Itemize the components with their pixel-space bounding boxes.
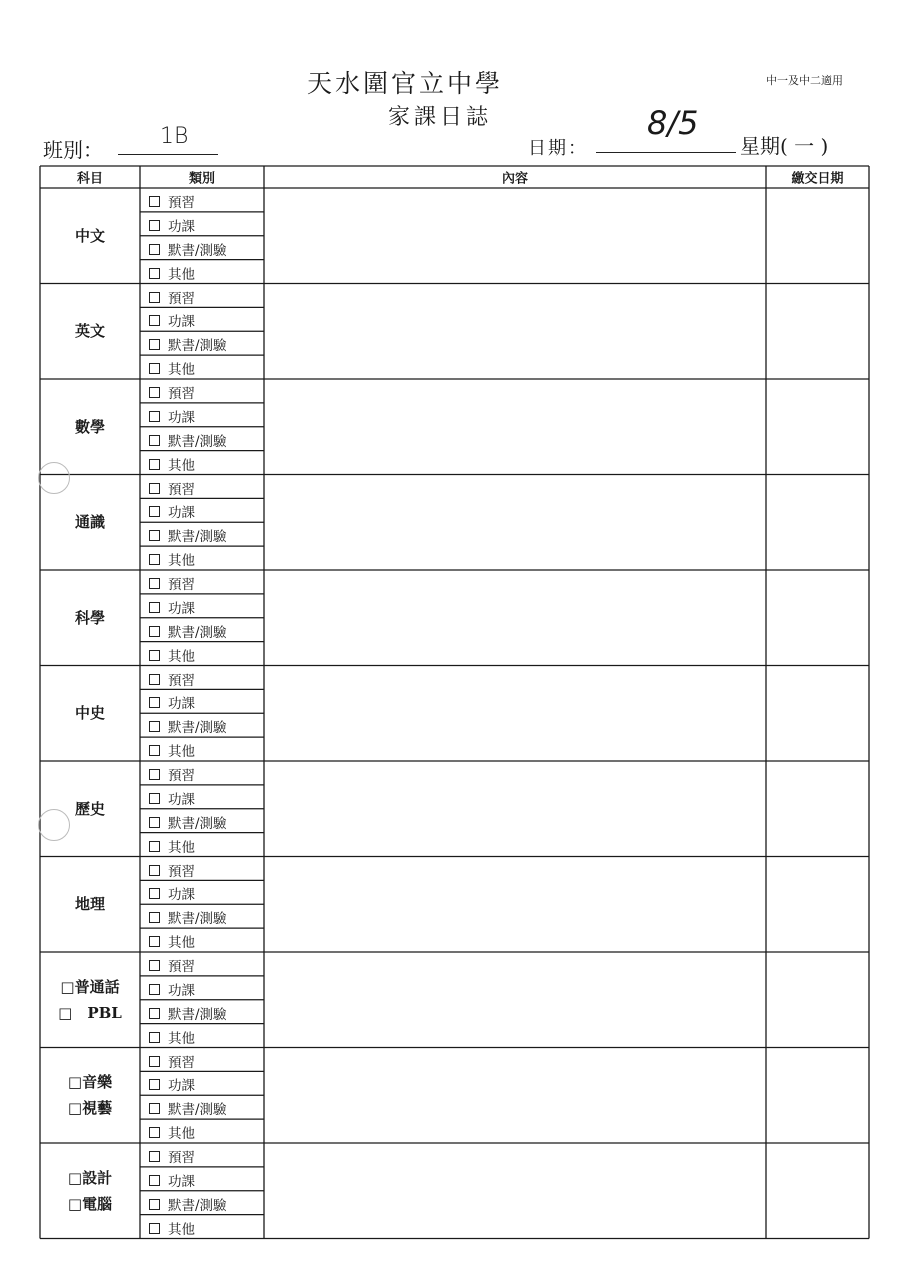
subject-label-line: □ PBL bbox=[58, 1003, 122, 1022]
category-option[interactable] bbox=[149, 573, 195, 593]
category-option[interactable] bbox=[149, 334, 227, 354]
checkbox-icon[interactable] bbox=[149, 220, 160, 231]
category-label: 預習 bbox=[168, 195, 195, 211]
category-option[interactable] bbox=[149, 406, 195, 426]
checkbox-icon[interactable] bbox=[149, 984, 160, 995]
checkbox-icon[interactable] bbox=[149, 578, 160, 589]
category-label: 預習 bbox=[168, 768, 195, 784]
column-header-category: 類別 bbox=[188, 171, 216, 187]
checkbox-icon[interactable] bbox=[149, 817, 160, 828]
checkbox-icon[interactable] bbox=[149, 435, 160, 446]
category-option[interactable] bbox=[149, 478, 195, 498]
class-value: 1B bbox=[160, 124, 189, 149]
subject-label-line: □設計 bbox=[67, 1168, 113, 1187]
category-label: 預習 bbox=[168, 577, 195, 593]
category-option[interactable] bbox=[149, 1003, 227, 1023]
category-label: 功課 bbox=[168, 600, 195, 617]
checkbox-icon[interactable] bbox=[149, 1056, 160, 1067]
category-label: 功課 bbox=[168, 1078, 195, 1095]
category-option[interactable] bbox=[149, 454, 195, 474]
column-header-due-date: 繳交日期 bbox=[791, 171, 844, 187]
category-option[interactable] bbox=[149, 1170, 195, 1190]
checkbox-icon[interactable] bbox=[149, 268, 160, 279]
punch-hole-top bbox=[38, 462, 70, 494]
category-option[interactable] bbox=[149, 645, 195, 665]
class-label: 班別： bbox=[43, 138, 103, 162]
subject-label bbox=[75, 796, 105, 822]
subject-label bbox=[68, 1165, 112, 1217]
category-label: 預習 bbox=[168, 386, 195, 402]
subject-label bbox=[75, 700, 105, 726]
checkbox-icon[interactable] bbox=[149, 769, 160, 780]
category-label: 功課 bbox=[168, 314, 195, 331]
checkbox-icon[interactable] bbox=[149, 483, 160, 494]
category-option[interactable] bbox=[149, 1051, 195, 1071]
subject-label bbox=[75, 605, 105, 631]
category-label: 功課 bbox=[168, 505, 195, 522]
subject-label bbox=[58, 974, 122, 1026]
subject-label bbox=[75, 318, 105, 344]
category-option[interactable] bbox=[149, 358, 195, 378]
category-option[interactable] bbox=[149, 692, 195, 712]
checkbox-icon[interactable] bbox=[149, 1223, 160, 1234]
category-label: 默書/測驗 bbox=[168, 529, 227, 546]
checkbox-icon[interactable] bbox=[149, 745, 160, 756]
category-option[interactable] bbox=[149, 525, 227, 545]
subject-label-line: 中文 bbox=[74, 226, 106, 245]
category-label: 其他 bbox=[168, 1030, 195, 1047]
checkbox-icon[interactable] bbox=[149, 626, 160, 637]
category-option[interactable] bbox=[149, 883, 195, 903]
category-label: 默書/測驗 bbox=[168, 433, 227, 450]
checkbox-icon[interactable] bbox=[149, 650, 160, 661]
category-label: 其他 bbox=[168, 553, 195, 570]
category-label: 其他 bbox=[168, 744, 195, 761]
category-label: 默書/測驗 bbox=[168, 1197, 227, 1214]
date-value: 8/5 bbox=[647, 104, 699, 142]
checkbox-icon[interactable] bbox=[149, 793, 160, 804]
weekday-label: 星期( 一 ) bbox=[740, 134, 829, 158]
category-option[interactable] bbox=[149, 1098, 227, 1118]
category-label: 功課 bbox=[168, 887, 195, 904]
form-title: 家課日誌 bbox=[387, 105, 492, 130]
category-label: 預習 bbox=[168, 1150, 195, 1166]
subject-label bbox=[75, 414, 105, 440]
category-label: 其他 bbox=[168, 1126, 195, 1143]
checkbox-icon[interactable] bbox=[149, 1032, 160, 1043]
category-option[interactable] bbox=[149, 716, 227, 736]
checkbox-icon[interactable] bbox=[149, 1199, 160, 1210]
category-option[interactable] bbox=[149, 1027, 195, 1047]
checkbox-icon[interactable] bbox=[149, 339, 160, 350]
checkbox-icon[interactable] bbox=[149, 315, 160, 326]
category-option[interactable] bbox=[149, 979, 195, 999]
category-option[interactable] bbox=[149, 788, 195, 808]
subject-label bbox=[75, 891, 105, 917]
checkbox-icon[interactable] bbox=[149, 506, 160, 517]
category-option[interactable] bbox=[149, 931, 195, 951]
column-header-content: 內容 bbox=[501, 171, 529, 187]
checkbox-icon[interactable] bbox=[149, 1008, 160, 1019]
category-option[interactable] bbox=[149, 1218, 195, 1238]
category-label: 其他 bbox=[168, 648, 195, 665]
category-option[interactable] bbox=[149, 1194, 227, 1214]
category-label: 默書/測驗 bbox=[168, 1102, 227, 1119]
category-label: 預習 bbox=[168, 290, 195, 307]
subject-label-line: 英文 bbox=[74, 322, 106, 341]
category-label: 功課 bbox=[168, 1173, 195, 1190]
checkbox-icon[interactable] bbox=[149, 1103, 160, 1114]
category-label: 其他 bbox=[168, 457, 195, 474]
category-option[interactable] bbox=[149, 955, 195, 975]
checkbox-icon[interactable] bbox=[149, 411, 160, 422]
subject-label bbox=[75, 509, 105, 535]
category-option[interactable] bbox=[149, 382, 195, 402]
category-label: 其他 bbox=[168, 362, 195, 379]
checkbox-icon[interactable] bbox=[149, 554, 160, 565]
category-label: 默書/測驗 bbox=[168, 911, 227, 928]
category-option[interactable] bbox=[149, 287, 195, 307]
subject-label bbox=[68, 1069, 112, 1121]
checkbox-icon[interactable] bbox=[149, 1175, 160, 1186]
category-option[interactable] bbox=[149, 597, 195, 617]
checkbox-icon[interactable] bbox=[149, 697, 160, 708]
category-label: 預習 bbox=[168, 481, 195, 498]
category-option[interactable] bbox=[149, 1122, 195, 1142]
category-label: 默書/測驗 bbox=[168, 1006, 227, 1023]
subject-label-line: □電腦 bbox=[67, 1194, 113, 1213]
subject-label-line: 歷史 bbox=[74, 799, 106, 818]
subject-label-line: 通識 bbox=[74, 513, 106, 532]
category-option[interactable] bbox=[149, 430, 227, 450]
checkbox-icon[interactable] bbox=[149, 912, 160, 923]
subject-label bbox=[75, 223, 105, 249]
checkbox-icon[interactable] bbox=[149, 888, 160, 899]
checkbox-icon[interactable] bbox=[149, 1079, 160, 1090]
subject-label-line: □視藝 bbox=[67, 1099, 113, 1118]
category-label: 功課 bbox=[168, 791, 195, 808]
checkbox-icon[interactable] bbox=[149, 387, 160, 398]
subject-label-line: 數學 bbox=[74, 417, 106, 436]
school-name: 天水圍官立中學 bbox=[306, 69, 503, 98]
category-label: 功課 bbox=[168, 982, 195, 999]
checkbox-icon[interactable] bbox=[149, 459, 160, 470]
category-label: 默書/測驗 bbox=[168, 720, 227, 737]
category-option[interactable] bbox=[149, 310, 195, 330]
category-label: 預習 bbox=[168, 863, 195, 880]
category-label: 默書/測驗 bbox=[168, 815, 227, 832]
checkbox-icon[interactable] bbox=[149, 1127, 160, 1138]
category-label: 默書/測驗 bbox=[168, 338, 227, 355]
category-label: 預習 bbox=[168, 672, 195, 689]
category-option[interactable] bbox=[149, 549, 195, 569]
subject-label-line: 地理 bbox=[74, 895, 106, 914]
checkbox-icon[interactable] bbox=[149, 1151, 160, 1162]
category-option[interactable] bbox=[149, 263, 195, 283]
date-label: 日期： bbox=[528, 138, 588, 159]
category-label: 預習 bbox=[168, 1054, 195, 1071]
column-header-subject: 科目 bbox=[76, 171, 104, 187]
category-option[interactable] bbox=[149, 812, 227, 832]
category-option[interactable] bbox=[149, 215, 195, 235]
subject-label-line: 中史 bbox=[74, 704, 106, 723]
checkbox-icon[interactable] bbox=[149, 960, 160, 971]
category-label: 默書/測驗 bbox=[168, 624, 227, 641]
category-label: 預習 bbox=[168, 959, 195, 975]
subject-label-line: □普通話 bbox=[60, 977, 120, 996]
category-label: 功課 bbox=[168, 409, 195, 426]
category-option[interactable] bbox=[149, 501, 195, 521]
checkbox-icon[interactable] bbox=[149, 865, 160, 876]
category-option[interactable] bbox=[149, 191, 195, 211]
category-label: 其他 bbox=[168, 935, 195, 952]
category-option[interactable] bbox=[149, 669, 195, 689]
checkbox-icon[interactable] bbox=[149, 936, 160, 947]
checkbox-icon[interactable] bbox=[149, 721, 160, 732]
category-label: 其他 bbox=[168, 266, 195, 283]
checkbox-icon[interactable] bbox=[149, 244, 160, 255]
checkbox-icon[interactable] bbox=[149, 602, 160, 613]
category-option[interactable] bbox=[149, 836, 195, 856]
checkbox-icon[interactable] bbox=[149, 196, 160, 207]
category-option[interactable] bbox=[149, 239, 227, 259]
category-option[interactable] bbox=[149, 860, 195, 880]
category-option[interactable] bbox=[149, 1146, 195, 1166]
checkbox-icon[interactable] bbox=[149, 674, 160, 685]
checkbox-icon[interactable] bbox=[149, 530, 160, 541]
grade-note: 中一及中二適用 bbox=[766, 74, 843, 87]
category-label: 其他 bbox=[168, 1221, 195, 1238]
category-option[interactable] bbox=[149, 740, 195, 760]
category-label: 功課 bbox=[168, 218, 195, 235]
category-option[interactable] bbox=[149, 1074, 195, 1094]
punch-hole-bottom bbox=[38, 809, 70, 841]
category-label: 其他 bbox=[168, 839, 195, 856]
checkbox-icon[interactable] bbox=[149, 841, 160, 852]
subject-label-line: 科學 bbox=[74, 608, 106, 627]
category-option[interactable] bbox=[149, 621, 227, 641]
checkbox-icon[interactable] bbox=[149, 363, 160, 374]
category-label: 功課 bbox=[168, 696, 195, 713]
category-option[interactable] bbox=[149, 907, 227, 927]
category-option[interactable] bbox=[149, 764, 195, 784]
category-label: 默書/測驗 bbox=[168, 242, 227, 259]
checkbox-icon[interactable] bbox=[149, 292, 160, 303]
subject-label-line: □音樂 bbox=[67, 1073, 113, 1092]
